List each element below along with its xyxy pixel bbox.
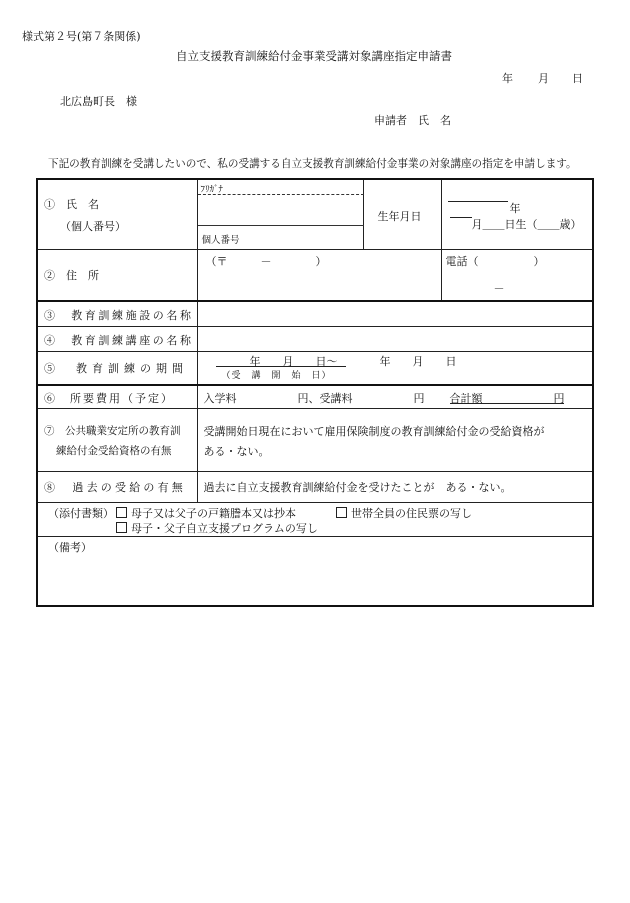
name-label-cell [37,179,197,250]
furigana-divider [198,194,364,195]
course-label: ④ 教育訓練講座の名称 [44,334,194,347]
facility-label: ③ 教育訓練施設の名称 [44,309,194,322]
remarks-label: （備考） [48,541,92,554]
period-note: （受 講 開 始 日） [221,371,332,381]
past-choice[interactable]: 過去に自立支援教育訓練給付金を受けたことが ある・ない。 [203,481,512,494]
name-input-cell[interactable] [197,179,363,250]
eligibility-label-line1: ⑦ 公共職業安定所の教育訓 [44,425,181,437]
furigana-label: ﾌﾘｶﾞﾅ [200,185,224,195]
period-start[interactable]: 年 月 日～ [249,355,338,368]
eligibility-label-cell [37,409,197,472]
attachment-3-label: 母子・父子自立支援プログラムの写し [131,522,318,535]
row-attachments [37,503,593,537]
mynumber-field-label: 個人番号 [201,235,240,246]
birthdate-input-cell[interactable] [441,179,593,250]
row-address [37,250,593,302]
period-end[interactable]: 年 月 日 [379,355,457,368]
attachments-label: （添付書類） [48,507,114,520]
row-name [37,179,593,250]
row-period [37,352,593,386]
birth-year-blank[interactable] [448,201,508,202]
attachment-2[interactable] [336,505,472,521]
name-label: ① 氏 名 [44,198,99,211]
row-course [37,327,593,352]
attachment-2-label: 世帯全員の住民票の写し [351,507,472,520]
row-past-receipt [37,472,593,503]
course-label-cell [37,327,197,352]
admission-fee-label: 入学料 [203,392,237,405]
eligibility-text-line1: 受講開始日現在において雇用保険制度の教育訓練給付金の受給資格が [203,425,545,438]
phone-cell[interactable] [441,250,593,302]
address-label-cell [37,250,197,302]
period-label: ⑤ 教育訓練の期間 [44,362,188,375]
date-month-label: 月 [538,72,549,85]
date-year-label: 年 [502,72,513,85]
date-day-label: 日 [572,72,583,85]
row-eligibility [37,409,593,472]
facility-label-cell [37,301,197,327]
birthdate-label-cell [363,179,441,250]
birth-year-label: 年 [509,202,521,215]
addressee: 北広島町長 様 [60,95,137,108]
attachments-cell [37,503,593,537]
tuition-yen: 円 [413,392,425,405]
checkbox-1[interactable] [116,507,127,518]
cost-input-cell[interactable] [197,385,593,409]
birth-month-blank[interactable] [450,217,472,218]
attachment-1[interactable] [116,505,296,521]
phone-dash: － [493,282,505,295]
total-label: 合計額 [449,392,483,405]
period-input-cell[interactable] [197,352,593,386]
applicant-name-label: 申請者 氏 名 [374,114,451,127]
past-label-cell [37,472,197,503]
row-cost [37,385,593,409]
checkbox-3[interactable] [116,522,127,533]
address-input-cell[interactable] [197,250,441,302]
mynumber-divider [198,225,364,226]
eligibility-label-line2: 練給付金受給資格の有無 [56,445,172,457]
course-input-cell[interactable] [197,327,593,352]
total-yen: 円 [553,392,565,405]
past-cell[interactable] [197,472,593,503]
row-remarks [37,537,593,607]
cost-label-cell [37,385,197,409]
attachment-3[interactable] [116,520,318,536]
birth-monthday-label: 月＿＿日生（＿＿歳） [471,218,582,231]
form-number: 様式第２号(第７条関係) [22,30,141,43]
eligibility-choice[interactable]: ある・ない。 [203,445,270,458]
tuition-label: 円、受講料 [297,392,353,405]
application-form-table [36,178,594,607]
row-facility [37,301,593,327]
attachment-1-label: 母子又は父子の戸籍謄本又は抄本 [131,507,296,520]
cost-label: ⑥ 所要費用（予定） [44,392,174,405]
checkbox-2[interactable] [336,507,347,518]
facility-input-cell[interactable] [197,301,593,327]
address-label: ② 住 所 [44,269,99,282]
birthdate-label: 生年月日 [377,210,422,223]
eligibility-cell[interactable] [197,409,593,472]
past-label: ⑧ 過去の受給の有無 [44,481,186,494]
period-label-cell [37,352,197,386]
postal-code-field[interactable]: （〒 － ） [205,255,327,268]
intro-text: 下記の教育訓練を受講したいので、私の受講する自立支援教育訓練給付金事業の対象講座の指定を申請します。 [48,158,577,170]
phone-field[interactable]: 電話（ ） [445,255,545,268]
remarks-cell[interactable] [37,537,593,607]
mynumber-label: （個人番号） [60,220,126,233]
page-title: 自立支援教育訓練給付金事業受講対象講座指定申請書 [176,49,452,63]
